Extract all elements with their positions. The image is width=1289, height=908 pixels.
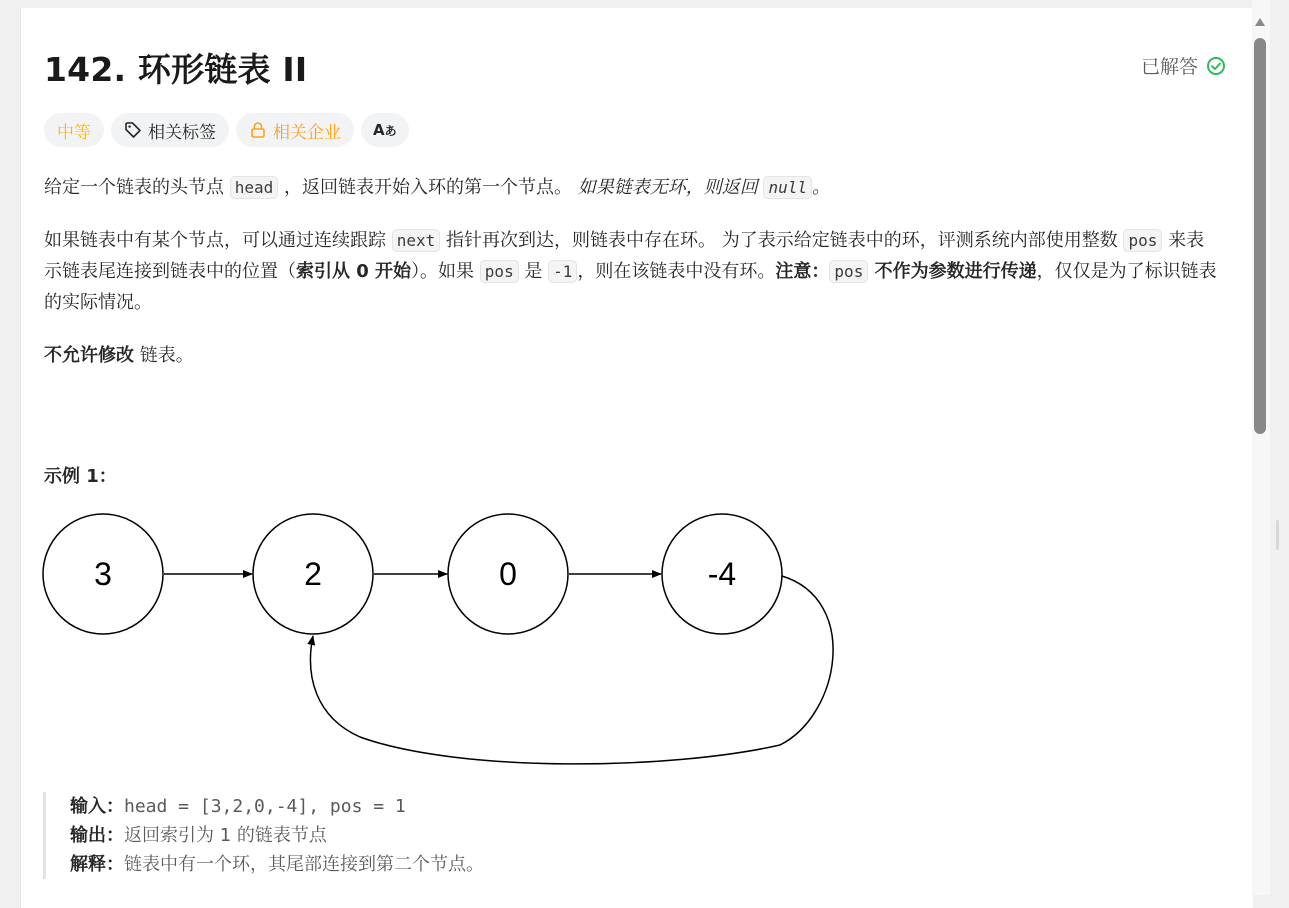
node-value: -4 (707, 556, 737, 592)
text: ）。如果 (411, 261, 480, 282)
input-label: 输入： (70, 796, 124, 817)
node-value: 2 (304, 556, 322, 592)
problem-title[interactable]: 142. 环形链表 II (44, 50, 308, 89)
text: 是 (518, 261, 549, 282)
text: ，返回链表开始入环的第一个节点。 (278, 177, 578, 198)
related-tags-label: 相关标签 (148, 122, 216, 143)
example-io-block (43, 792, 484, 879)
scrollbar-thumb[interactable] (1254, 38, 1266, 434)
tag-bar (44, 113, 409, 147)
inline-code: pos (480, 260, 519, 283)
related-companies-label: 相关企业 (273, 122, 341, 143)
related-companies-button[interactable] (236, 113, 354, 147)
output-label: 输出： (70, 825, 124, 846)
lock-icon (249, 121, 267, 139)
problem-description (44, 172, 1219, 393)
text: 如果链表中有某个节点，可以通过连续跟踪 (44, 230, 392, 251)
scroll-up-arrow-icon[interactable] (1255, 18, 1265, 26)
text: 。 (811, 177, 830, 198)
bold-text: 不作为参数进行传递 (868, 261, 1037, 282)
node-value: 3 (94, 556, 112, 592)
translate-icon: Aあ (373, 121, 397, 139)
bold-text: 索引从 0 开始 (296, 261, 412, 282)
description-paragraph-2 (44, 225, 1219, 318)
panel-resize-handle[interactable] (1276, 520, 1279, 550)
linked-list-cycle-diagram (20, 505, 840, 770)
inline-code: null (763, 176, 812, 199)
text: 给定一个链表的头节点 (44, 177, 230, 198)
solved-label: 已解答 (1140, 56, 1198, 78)
difficulty-badge[interactable] (44, 113, 104, 147)
text: ，仅仅是为了标识链表的实际情况。 (44, 261, 1217, 313)
example-input-line (70, 792, 484, 821)
text: 链表。 (134, 345, 194, 366)
node-value: 0 (499, 556, 517, 592)
solved-status (1141, 52, 1226, 79)
example-explain-line (70, 850, 484, 879)
translate-button[interactable] (361, 113, 409, 147)
inline-code: head (230, 176, 279, 199)
inline-code: -1 (548, 260, 577, 283)
related-tags-button[interactable] (111, 113, 229, 147)
input-value: head = [3,2,0,-4], pos = 1 (124, 796, 406, 817)
text: ，则在该链表中没有环。 (577, 261, 776, 282)
example-title: 示例 1： (44, 466, 117, 487)
inline-code: pos (1123, 229, 1162, 252)
description-paragraph-3 (44, 340, 1219, 371)
inline-code: next (392, 229, 441, 252)
italic-text: 如果链表无环，则返回 (577, 177, 764, 198)
check-circle-icon (1206, 56, 1226, 76)
output-value: 返回索引为 1 的链表节点 (124, 825, 327, 846)
description-paragraph-1 (44, 172, 1219, 203)
bold-text: 不允许修改 (44, 345, 134, 366)
example-output-line (70, 821, 484, 850)
difficulty-label: 中等 (57, 122, 91, 143)
explain-label: 解释： (70, 854, 124, 875)
bold-text: 注意： (775, 261, 830, 282)
explain-value: 链表中有一个环，其尾部连接到第二个节点。 (124, 854, 484, 875)
tag-icon (124, 121, 142, 139)
text: 来表示链表尾连接到链表中的位置（ (44, 230, 1205, 282)
inline-code: pos (829, 260, 868, 283)
title-row (44, 44, 1226, 90)
text: 指针再次到达，则链表中存在环。 为了表示给定链表中的环，评测系统内部使用整数 (440, 230, 1124, 251)
